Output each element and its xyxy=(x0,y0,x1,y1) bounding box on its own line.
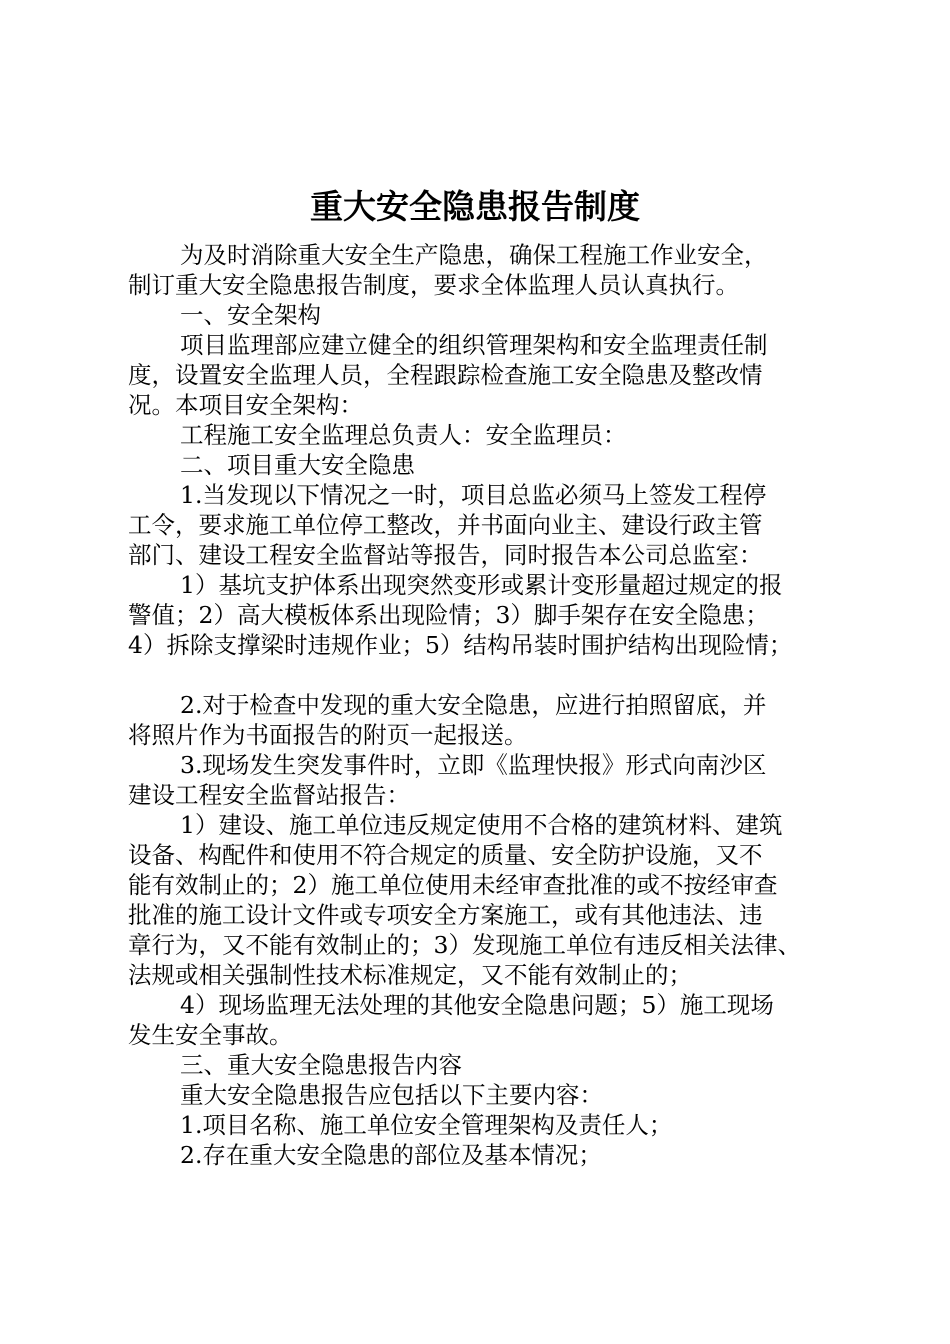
text-line xyxy=(0,480,950,510)
text-line xyxy=(0,570,950,600)
text-line xyxy=(0,900,950,930)
text-line-content: 4）拆除支撑梁时违规作业；5）结构吊装时围护结构出现险情； xyxy=(128,631,793,659)
text-line-content: 设备、构配件和使用不符合规定的质量、安全防护设施，又不 xyxy=(128,841,763,869)
text-line-content: 将照片作为书面报告的附页一起报送。 xyxy=(128,721,528,749)
text-line xyxy=(0,1110,950,1140)
text-line-content: 建设工程安全监督站报告： xyxy=(128,781,410,809)
text-line xyxy=(0,450,950,480)
text-line xyxy=(0,240,950,270)
text-line-content: 1）建设、施工单位违反规定使用不合格的建筑材料、建筑 xyxy=(180,811,783,839)
text-line-content: 章行为，又不能有效制止的；3）发现施工单位有违反相关法律、 xyxy=(128,931,801,959)
text-line xyxy=(0,750,950,780)
text-line-content: 警值；2）高大模板体系出现险情；3）脚手架存在安全隐患； xyxy=(128,601,769,629)
text-line-content: 批准的施工设计文件或专项安全方案施工，或有其他违法、违 xyxy=(128,901,763,929)
text-line-content: 发生安全事故。 xyxy=(128,1021,293,1049)
text-line-content: 2.对于检查中发现的重大安全隐患，应进行拍照留底，并 xyxy=(180,691,767,719)
text-line xyxy=(0,510,950,540)
text-line xyxy=(0,300,950,330)
text-line-content: 制订重大安全隐患报告制度，要求全体监理人员认真执行。 xyxy=(128,271,739,299)
text-line xyxy=(0,1020,950,1050)
text-line-content: 1.项目名称、施工单位安全管理架构及责任人； xyxy=(180,1111,673,1139)
text-line xyxy=(0,270,950,300)
text-line xyxy=(0,630,950,660)
text-line xyxy=(0,960,950,990)
text-line-content: 三、重大安全隐患报告内容 xyxy=(180,1051,462,1079)
text-line-content: 为及时消除重大安全生产隐患，确保工程施工作业安全， xyxy=(180,241,768,269)
document-title: 重大安全隐患报告制度 xyxy=(310,187,640,226)
text-line xyxy=(0,1140,950,1170)
text-line xyxy=(0,540,950,570)
text-line xyxy=(0,420,950,450)
text-line-content: 重大安全隐患报告应包括以下主要内容： xyxy=(180,1081,603,1109)
text-line-content: 3.现场发生突发事件时，立即《监理快报》形式向南沙区 xyxy=(180,751,767,779)
text-line-content: 4）现场监理无法处理的其他安全隐患问题；5）施工现场 xyxy=(180,991,774,1019)
text-line-content: 1.当发现以下情况之一时，项目总监必须马上签发工程停 xyxy=(180,481,767,509)
text-line xyxy=(0,1050,950,1080)
text-line-content: 法规或相关强制性技术标准规定，又不能有效制止的； xyxy=(128,961,692,989)
text-line-content: 2.存在重大安全隐患的部位及基本情况； xyxy=(180,1141,602,1169)
text-line xyxy=(0,840,950,870)
text-line xyxy=(0,990,950,1020)
text-line-content: 项目监理部应建立健全的组织管理架构和安全监理责任制 xyxy=(180,331,768,359)
text-line xyxy=(0,330,950,360)
text-line-content: 部门、建设工程安全监督站等报告，同时报告本公司总监室： xyxy=(128,541,763,569)
text-line-content: 1）基坑支护体系出现突然变形或累计变形量超过规定的报 xyxy=(180,571,783,599)
text-line xyxy=(0,600,950,630)
text-line-content: 一、安全架构 xyxy=(180,301,321,329)
text-line xyxy=(0,810,950,840)
text-line xyxy=(0,780,950,810)
text-line xyxy=(0,720,950,750)
text-line-content: 工程施工安全监理总负责人：安全监理员： xyxy=(180,421,627,449)
text-line xyxy=(0,870,950,900)
text-line-content: 能有效制止的；2）施工单位使用未经审查批准的或不按经审查 xyxy=(128,871,778,899)
text-line xyxy=(0,690,950,720)
text-line-content: 况。本项目安全架构： xyxy=(128,391,363,419)
text-line xyxy=(0,390,950,420)
text-line xyxy=(0,930,950,960)
text-line xyxy=(0,360,950,390)
text-line-content: 度，设置安全监理人员，全程跟踪检查施工安全隐患及整改情 xyxy=(128,361,763,389)
text-line-content: 二、项目重大安全隐患 xyxy=(180,451,415,479)
text-line-content: 工令，要求施工单位停工整改，并书面向业主、建设行政主管 xyxy=(128,511,763,539)
text-line xyxy=(0,1080,950,1110)
